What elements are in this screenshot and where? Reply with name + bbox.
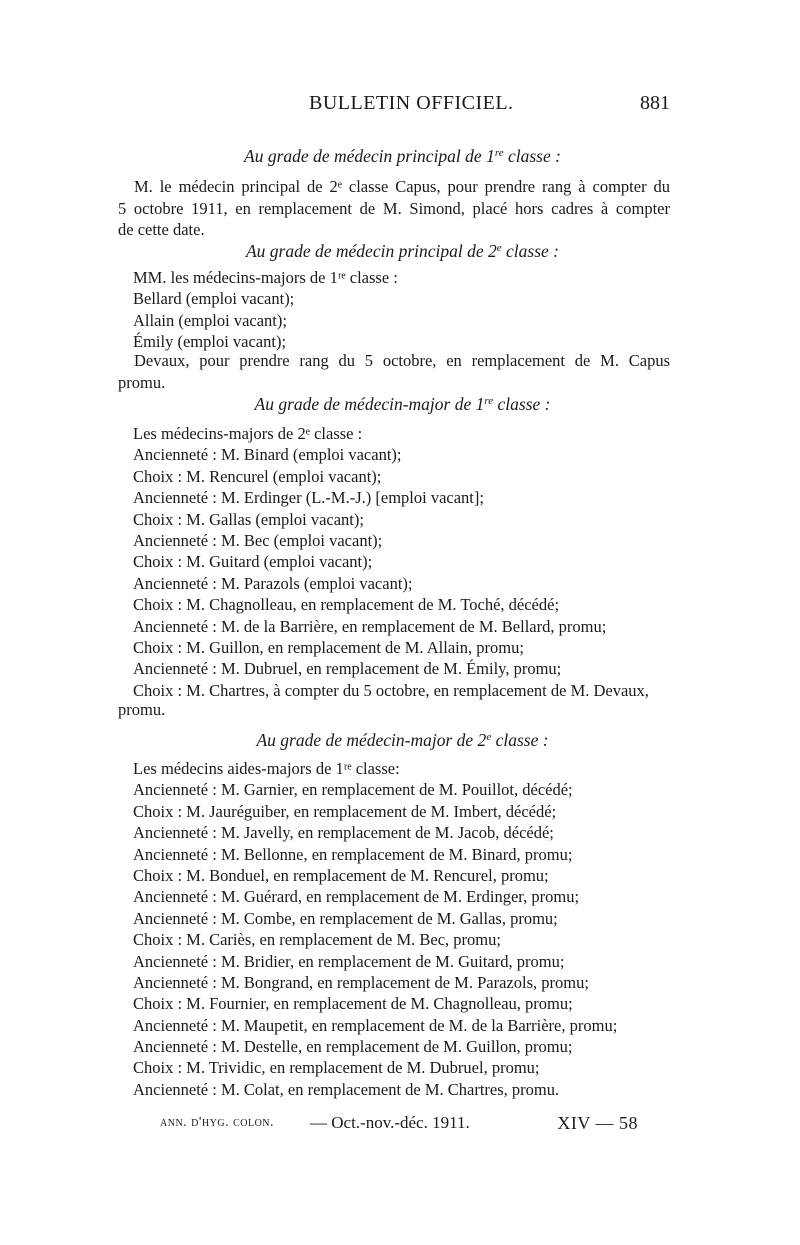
section3-heading-sup: re <box>484 395 494 407</box>
list-item: Ancienneté : M. Colat, en remplacement de M. Chartres, promu. <box>133 1079 560 1099</box>
list-item: Ancienneté : M. Dubruel, en remplacement de M. Émily, promu; <box>133 659 562 679</box>
section4-heading-post: classe : <box>491 730 549 750</box>
list-item: Émily (emploi vacant); <box>133 332 287 352</box>
section2-heading-text: Au grade de médecin principal de 2 <box>245 241 497 261</box>
section1-heading <box>135 146 670 167</box>
list-item: Ancienneté : M. Bongrand, en remplacement de M. Parazols, promu; <box>133 972 589 992</box>
section1-heading-text: Au grade de médecin principal de 1 <box>244 146 495 166</box>
section2-heading-sup: e <box>496 242 502 254</box>
list-intro: Les médecins-majors de 2ᵉ classe : <box>133 424 363 443</box>
section2-heading-post: classe : <box>501 241 560 261</box>
page-number: 881 <box>640 92 670 114</box>
footer-journal: ann. d'hyg. colon. <box>160 1115 275 1130</box>
list-item: Ancienneté : M. Destelle, en remplacement de M. Guillon, promu; <box>133 1037 573 1057</box>
footer-volume: XIV — 58 <box>557 1113 638 1133</box>
list-item: Ancienneté : M. Parazols (emploi vacant); <box>133 573 413 593</box>
list-item: Choix : M. Trividic, en remplacement de M. Dubruel, promu; <box>133 1058 540 1078</box>
section3-continuation: promu. <box>118 700 166 719</box>
list-item: Choix : M. Gallas (emploi vacant); <box>133 509 364 529</box>
paragraph-line: promu. <box>118 372 166 392</box>
section4-heading <box>135 730 670 751</box>
section3-heading-post: classe : <box>493 394 551 414</box>
list-item: Ancienneté : M. Bellonne, en remplacement de M. Binard, promu; <box>133 844 573 864</box>
section1-paragraph <box>118 176 670 241</box>
list-item: Choix : M. Bonduel, en remplacement de M. Rencurel, promu; <box>133 865 549 885</box>
list-item: Ancienneté : M. Guérard, en remplacement de M. Erdinger, promu; <box>133 887 580 907</box>
list-item: Bellard (emploi vacant); <box>133 289 295 309</box>
list-item: Choix : M. Guillon, en remplacement de M. Allain, promu; <box>133 637 524 657</box>
section3-heading <box>135 394 670 415</box>
list-item: Ancienneté : M. Erdinger (L.-M.-J.) [emploi vacant]; <box>133 488 484 508</box>
paragraph-line: Devaux, pour prendre rang du 5 octobre, en remplacement de M. Capus <box>134 351 670 370</box>
list-item: Ancienneté : M. Garnier, en remplacement de M. Pouillot, décédé; <box>133 780 573 800</box>
section2-list <box>133 267 673 353</box>
section2-last-entry <box>118 350 670 393</box>
list-item: Choix : M. Cariès, en remplacement de M. Bec, promu; <box>133 930 501 950</box>
list-item: Choix : M. Guitard (emploi vacant); <box>133 552 373 572</box>
list-item: Ancienneté : M. Combe, en remplacement de M. Gallas, promu; <box>133 908 558 928</box>
list-item: Ancienneté : M. Javelly, en remplacement de M. Jacob, décédé; <box>133 823 554 843</box>
page-footer <box>160 1113 638 1135</box>
footer-date-group <box>310 1113 470 1133</box>
list-item: Choix : M. Rencurel (emploi vacant); <box>133 466 382 486</box>
footer-date: Oct.-nov.-déc. 1911. <box>331 1113 470 1132</box>
running-head-title: BULLETIN OFFICIEL. <box>309 92 514 114</box>
running-head <box>135 92 670 116</box>
section1-heading-post: classe : <box>503 146 561 166</box>
paragraph-line: 5 octobre 1911, en remplacement de M. Simond, placé hors cadres à compter <box>118 198 670 218</box>
list-intro: MM. les médecins-majors de 1ʳᵉ classe : <box>133 268 398 287</box>
section4-heading-text: Au grade de médecin-major de 2 <box>256 730 487 750</box>
list-intro: Les médecins aides-majors de 1ʳᵉ classe: <box>133 759 400 778</box>
list-item: Ancienneté : M. de la Barrière, en remplacement de M. Bellard, promu; <box>133 616 607 636</box>
list-item: Ancienneté : M. Binard (emploi vacant); <box>133 445 402 465</box>
paragraph-line: de cette date. <box>118 220 205 239</box>
section1-heading-sup: re <box>494 147 504 159</box>
section3-heading-text: Au grade de médecin-major de 1 <box>254 394 485 414</box>
section2-heading <box>135 241 670 262</box>
section4-list <box>133 758 673 1100</box>
list-item: Ancienneté : M. Bridier, en remplacement de M. Guitard, promu; <box>133 951 565 971</box>
list-item: Choix : M. Fournier, en remplacement de M. Chagnolleau, promu; <box>133 994 573 1014</box>
list-item: Choix : M. Jauréguiber, en remplacement de M. Imbert, décédé; <box>133 801 557 821</box>
list-item: Choix : M. Chagnolleau, en remplacement de M. Toché, décédé; <box>133 595 560 615</box>
footer-dash: — <box>310 1113 327 1132</box>
list-item: Allain (emploi vacant); <box>133 310 287 330</box>
list-item: Choix : M. Chartres, à compter du 5 octobre, en remplacement de M. Devaux, <box>133 680 649 700</box>
section4-heading-sup: e <box>486 731 492 743</box>
list-item: Ancienneté : M. Maupetit, en remplacement de M. de la Barrière, promu; <box>133 1015 618 1035</box>
paragraph-line: M. le médecin principal de 2ᵉ classe Capus, pour prendre rang à compter du <box>134 177 670 196</box>
list-item: Ancienneté : M. Bec (emploi vacant); <box>133 530 383 550</box>
section3-list <box>133 423 673 701</box>
